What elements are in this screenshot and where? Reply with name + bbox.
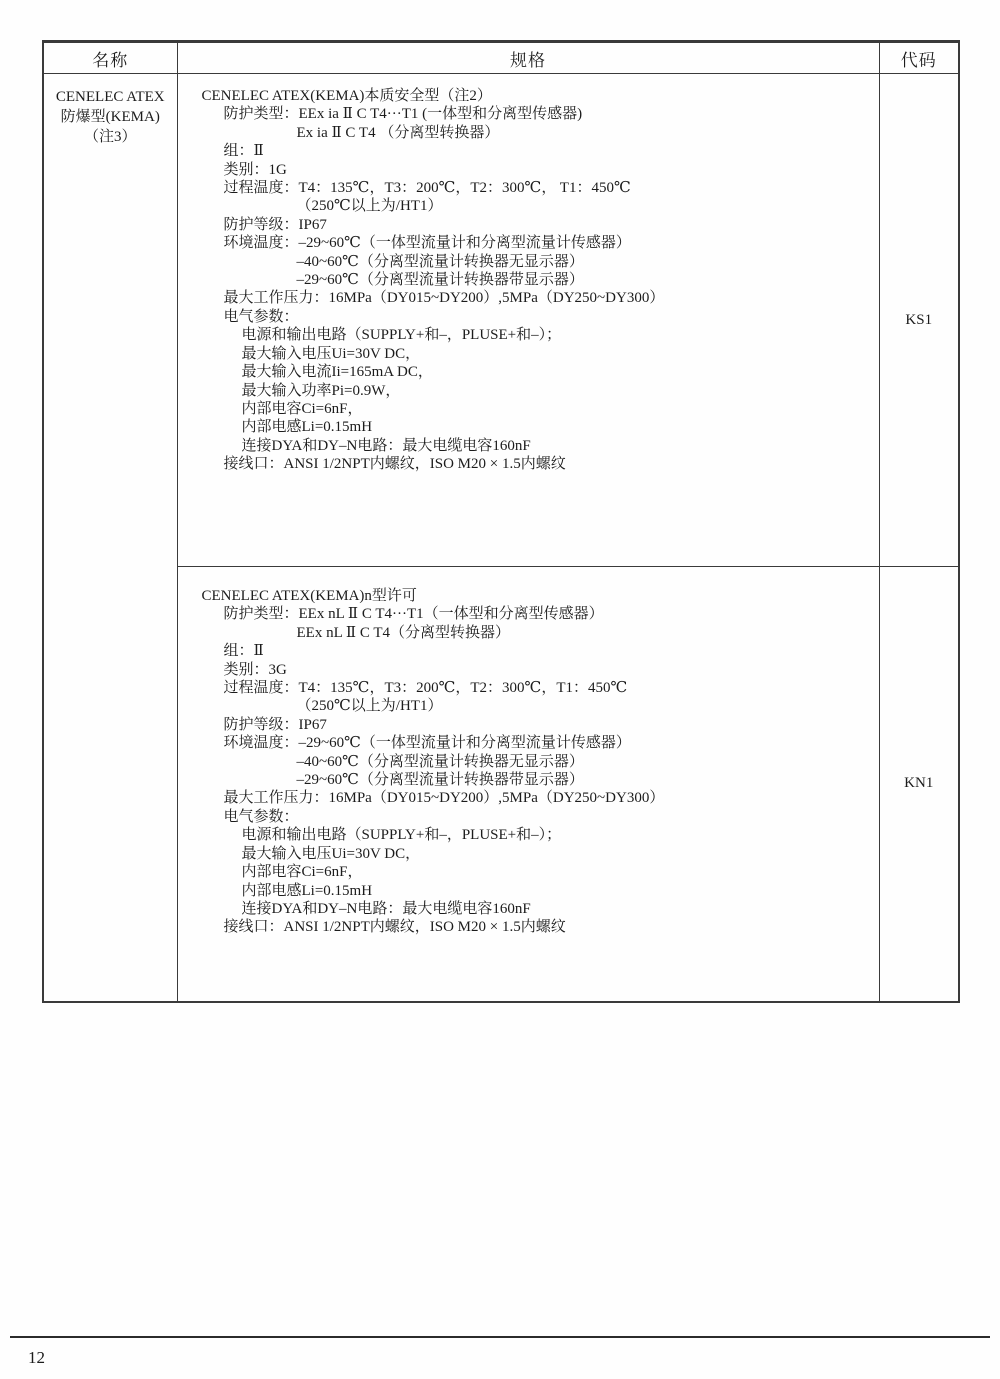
spec-line: 电源和输出电路（SUPPLY+和–，PLUSE+和–）； [241, 327, 562, 344]
spec-line: 最大输入电压Ui=30V DC， [241, 345, 421, 362]
spec-line: 电源和输出电路（SUPPLY+和–，PLUSE+和–）； [241, 827, 562, 844]
spec-line: 过程温度：T4：135℃，T3：200℃，T2：300℃，T1：450℃ [223, 680, 628, 697]
spec-line: Ex ia Ⅱ C T4 （分离型转换器） [296, 124, 500, 141]
spec-cell-kn1 [177, 567, 879, 1002]
spec-line: 最大输入电压Ui=30V DC， [241, 845, 421, 862]
spec-line: 接线口：ANSI 1/2NPT内螺纹，ISO M20 × 1.5内螺纹 [223, 919, 566, 936]
code-cell-kn1: KN1 [879, 567, 959, 1002]
spec-line: 过程温度：T4：135℃，T3：200℃，T2：300℃， T1：450℃ [223, 180, 631, 197]
spec-line: 环境温度：–29~60℃（一体型流量计和分离型流量计传感器） [223, 235, 631, 252]
spec-line: CENELEC ATEX(KEMA)n型许可 [201, 588, 417, 604]
spec-line: 接线口：ANSI 1/2NPT内螺纹，ISO M20 × 1.5内螺纹 [223, 456, 566, 473]
table-header-row [43, 42, 959, 74]
spec-line: 环境温度：–29~60℃（一体型流量计和分离型流量计传感器） [223, 735, 631, 752]
spec-line: 组：Ⅱ [223, 143, 264, 160]
name-line: （注3） [83, 129, 137, 145]
spec-line: 类别：3G [223, 661, 287, 678]
spec-line: –29~60℃（分离型流量计转换器带显示器） [296, 772, 584, 789]
name-cell-lines [48, 87, 173, 147]
spec-line: 防护类型：EEx nL Ⅱ C T4···T1（一体型和分离型传感器） [223, 606, 604, 623]
name-line: CENELEC ATEX [55, 89, 165, 105]
header-name: 名称 [43, 42, 177, 74]
spec-line: –40~60℃（分离型流量计转换器无显示器） [296, 753, 584, 770]
spec-line: 内部电感Li=0.15mH [241, 882, 373, 899]
spec-line: 内部电容Ci=6nF， [241, 400, 363, 417]
spec-line: 防护等级：IP67 [223, 716, 327, 733]
spec-line: EEx nL Ⅱ C T4（分离型转换器） [296, 624, 511, 641]
spec-line: 最大工作压力：16MPa（DY015~DY200）,5MPa（DY250~DY300） [223, 790, 665, 807]
spec-line: 最大输入功率Pi=0.9W， [241, 382, 401, 399]
table-row [43, 567, 959, 1002]
spec-line: CENELEC ATEX(KEMA)本质安全型（注2） [201, 88, 492, 104]
header-code: 代码 [879, 42, 959, 74]
spec-line: （250℃以上为/HT1） [296, 198, 443, 215]
spec-line: 最大工作压力：16MPa（DY015~DY200）,5MPa（DY250~DY300） [223, 290, 665, 307]
spec-line: （250℃以上为/HT1） [296, 698, 443, 715]
spec-line: 连接DYA和DY–N电路：最大电缆电容160nF [241, 437, 531, 454]
table-row [43, 74, 959, 567]
spec-line: –40~60℃（分离型流量计转换器无显示器） [296, 253, 584, 270]
spec-line: –29~60℃（分离型流量计转换器带显示器） [296, 272, 584, 289]
spec-lines [202, 587, 871, 937]
spec-line: 连接DYA和DY–N电路：最大电缆电容160nF [241, 900, 531, 917]
spec-line: 防护等级：IP67 [223, 216, 327, 233]
spec-line: 内部电感Li=0.15mH [241, 419, 373, 436]
spec-lines [202, 87, 871, 474]
spec-line: 组：Ⅱ [223, 643, 264, 660]
spec-line: 电气参数： [223, 808, 299, 825]
spec-line: 防护类型：EEx ia Ⅱ C T4···T1 (一体型和分离型传感器) [223, 106, 583, 123]
name-line: 防爆型(KEMA) [60, 109, 160, 125]
spec-line: 电气参数： [223, 308, 299, 325]
header-spec: 规格 [177, 42, 879, 74]
spec-line: 内部电容Ci=6nF， [241, 864, 363, 881]
name-cell [43, 74, 177, 1002]
spec-line: 最大输入电流Ii=165mA DC， [241, 364, 433, 381]
footer-rule [10, 1336, 990, 1338]
spec-cell-ks1 [177, 74, 879, 567]
page-number: 12 [28, 1348, 45, 1367]
spec-line: 类别：1G [223, 161, 287, 178]
code-cell-ks1: KS1 [879, 74, 959, 567]
spec-table [42, 40, 960, 1003]
